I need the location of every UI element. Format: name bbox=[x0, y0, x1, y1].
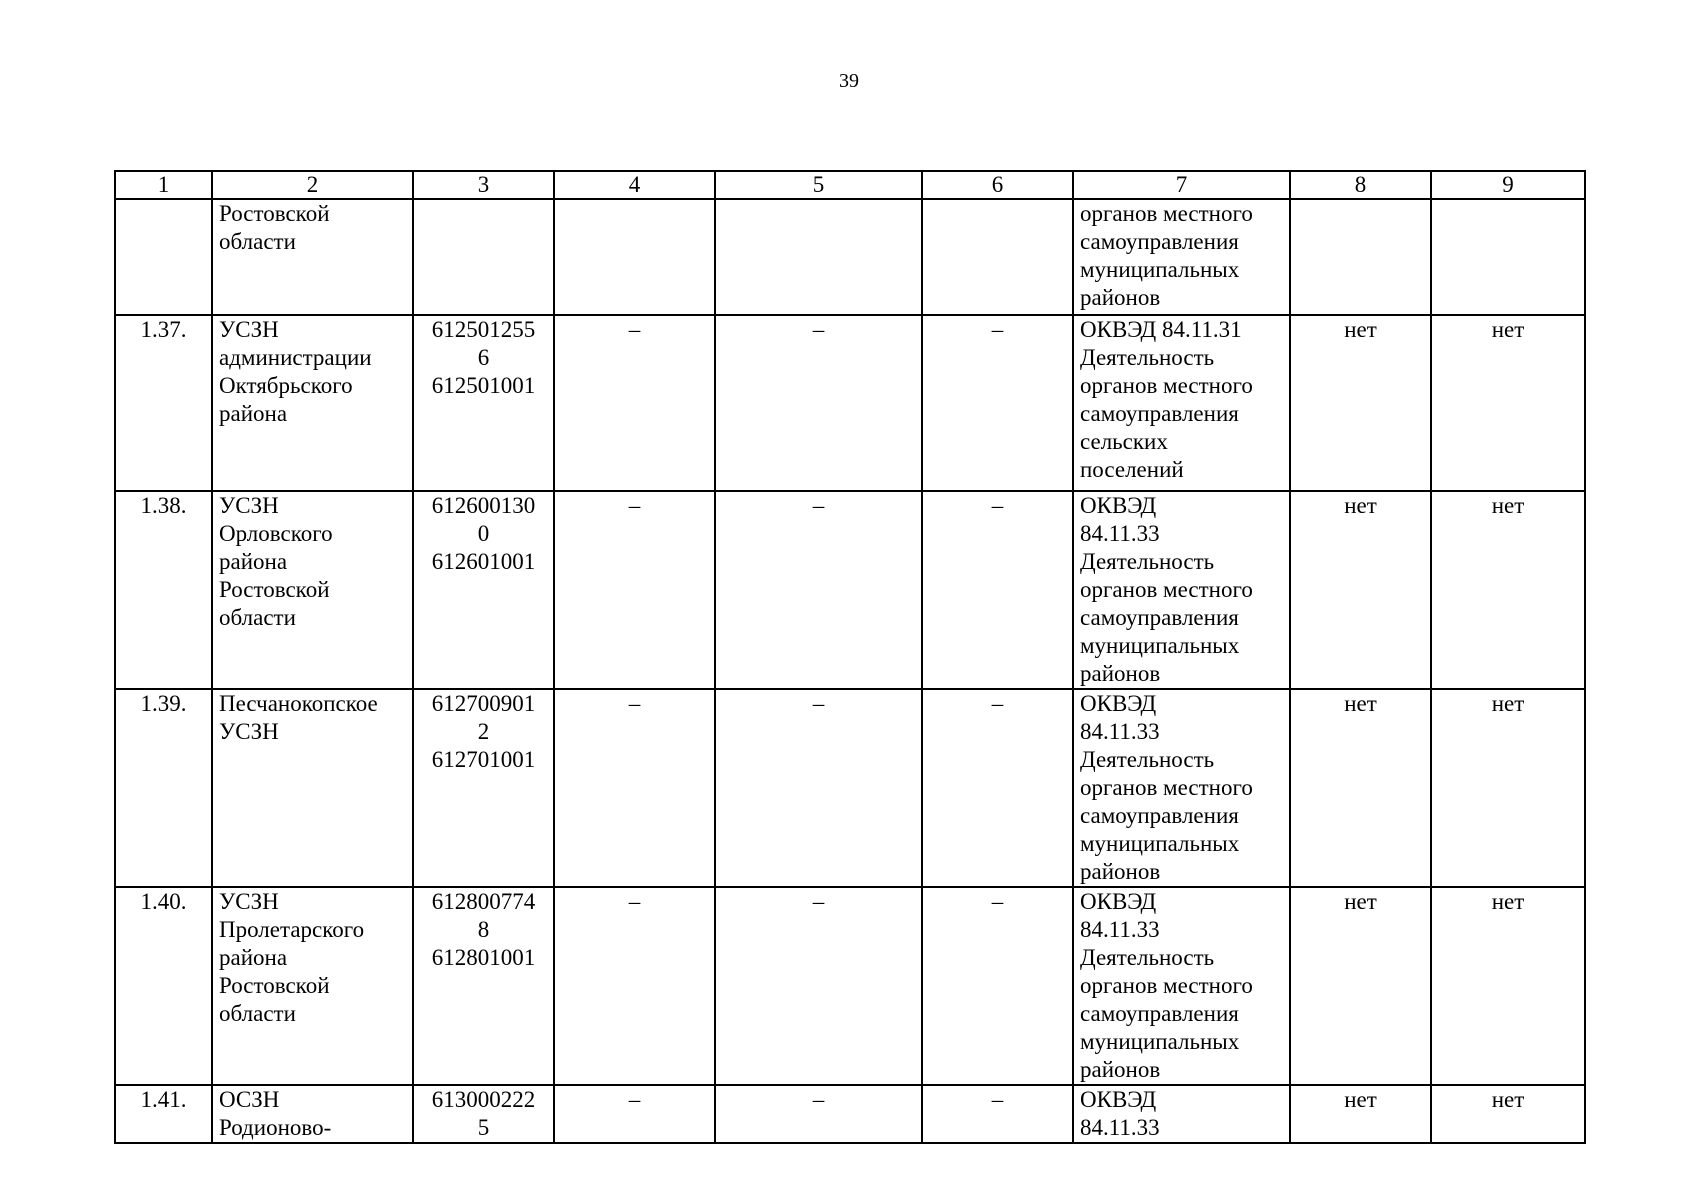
cell-col5: – bbox=[715, 887, 922, 1085]
table-row bbox=[115, 491, 1585, 689]
cell-organization-line: района bbox=[219, 945, 288, 970]
cell-inn-kpp-line: 5 bbox=[477, 1115, 490, 1140]
cell-okved-line: 84.11.33 bbox=[1080, 917, 1160, 942]
cell-number: 1.38. bbox=[115, 491, 212, 689]
cell-organization-line: Родионово- bbox=[219, 1115, 332, 1140]
cell-inn-kpp-line: 612701001 bbox=[431, 747, 536, 772]
cell-inn-kpp-line: 612700901 bbox=[431, 691, 536, 716]
cell-organization-line: Ростовской bbox=[219, 577, 330, 602]
registry-table bbox=[114, 170, 1586, 1144]
cell-okved bbox=[1073, 1085, 1290, 1143]
cell-okved-line: сельских bbox=[1080, 429, 1168, 454]
cell-organization-line: Песчанокопское bbox=[219, 691, 378, 716]
cell-col6: – bbox=[922, 491, 1073, 689]
cell-okved bbox=[1073, 491, 1290, 689]
column-number: 2 bbox=[212, 171, 413, 199]
cell-organization bbox=[212, 199, 413, 315]
cell-col5: – bbox=[715, 689, 922, 887]
cell-col4: – bbox=[554, 887, 715, 1085]
cell-okved-line: муниципальных bbox=[1080, 831, 1240, 856]
cell-inn-kpp bbox=[413, 491, 554, 689]
cell-inn-kpp-line: 0 bbox=[477, 521, 490, 546]
cell-inn-kpp bbox=[413, 199, 554, 315]
cell-col6: – bbox=[922, 1085, 1073, 1143]
cell-inn-kpp-line: 612501255 bbox=[431, 317, 536, 342]
cell-okved-line: самоуправления bbox=[1080, 1001, 1239, 1026]
cell-organization bbox=[212, 315, 413, 491]
cell-inn-kpp bbox=[413, 887, 554, 1085]
cell-col9: нет bbox=[1431, 315, 1585, 491]
cell-col8 bbox=[1290, 199, 1431, 315]
cell-organization-line: Ростовской bbox=[219, 201, 330, 226]
cell-okved-line: ОКВЭД bbox=[1080, 1087, 1157, 1112]
cell-organization-line: Орловского bbox=[219, 521, 333, 546]
cell-inn-kpp-line: 612801001 bbox=[431, 945, 536, 970]
cell-col8: нет bbox=[1290, 491, 1431, 689]
cell-okved-line: Деятельность bbox=[1080, 747, 1215, 772]
cell-inn-kpp-line: 612800774 bbox=[431, 889, 536, 914]
cell-col4 bbox=[554, 199, 715, 315]
cell-inn-kpp-line: 2 bbox=[477, 719, 490, 744]
cell-col9: нет bbox=[1431, 1085, 1585, 1143]
cell-okved-line: ОКВЭД bbox=[1080, 889, 1157, 914]
cell-okved bbox=[1073, 315, 1290, 491]
cell-organization-line: Пролетарского bbox=[219, 917, 365, 942]
cell-okved-line: органов местного bbox=[1080, 973, 1253, 998]
cell-okved-line: районов bbox=[1080, 859, 1161, 884]
cell-organization-line: области bbox=[219, 229, 296, 254]
cell-okved-line: 84.11.33 bbox=[1080, 1115, 1160, 1140]
cell-inn-kpp bbox=[413, 689, 554, 887]
cell-organization bbox=[212, 887, 413, 1085]
table-row bbox=[115, 199, 1585, 315]
cell-okved-line: органов местного bbox=[1080, 577, 1253, 602]
cell-okved-line: районов bbox=[1080, 1057, 1161, 1082]
cell-col5: – bbox=[715, 491, 922, 689]
cell-col6: – bbox=[922, 315, 1073, 491]
column-number: 3 bbox=[413, 171, 554, 199]
cell-okved-line: районов bbox=[1080, 285, 1161, 310]
cell-col4: – bbox=[554, 1085, 715, 1143]
cell-okved-line: органов местного bbox=[1080, 373, 1253, 398]
cell-okved-line: органов местного bbox=[1080, 775, 1253, 800]
cell-col5: – bbox=[715, 315, 922, 491]
cell-okved-line: ОКВЭД bbox=[1080, 493, 1157, 518]
cell-organization-line: области bbox=[219, 605, 296, 630]
cell-col5 bbox=[715, 199, 922, 315]
column-number: 9 bbox=[1431, 171, 1585, 199]
cell-organization-line: области bbox=[219, 1001, 296, 1026]
table-row bbox=[115, 1085, 1585, 1143]
table-row bbox=[115, 887, 1585, 1085]
cell-col9: нет bbox=[1431, 689, 1585, 887]
cell-organization-line: Ростовской bbox=[219, 973, 330, 998]
cell-okved-line: органов местного bbox=[1080, 201, 1253, 226]
cell-okved-line: самоуправления bbox=[1080, 401, 1239, 426]
column-numbers-row bbox=[115, 171, 1585, 199]
cell-number: 1.37. bbox=[115, 315, 212, 491]
cell-okved-line: муниципальных bbox=[1080, 633, 1240, 658]
column-number: 1 bbox=[115, 171, 212, 199]
cell-inn-kpp-line: 6 bbox=[477, 345, 490, 370]
cell-okved-line: самоуправления bbox=[1080, 229, 1239, 254]
cell-organization-line: района bbox=[219, 401, 288, 426]
table-row bbox=[115, 315, 1585, 491]
cell-inn-kpp bbox=[413, 1085, 554, 1143]
cell-col9: нет bbox=[1431, 491, 1585, 689]
cell-col8: нет bbox=[1290, 689, 1431, 887]
cell-inn-kpp-line: 8 bbox=[477, 917, 490, 942]
cell-organization-line: УСЗН bbox=[219, 317, 279, 342]
cell-organization-line: района bbox=[219, 549, 288, 574]
cell-inn-kpp-line: 612600130 bbox=[431, 493, 536, 518]
cell-okved-line: муниципальных bbox=[1080, 257, 1240, 282]
column-number: 8 bbox=[1290, 171, 1431, 199]
cell-organization-line: УСЗН bbox=[219, 493, 279, 518]
cell-okved bbox=[1073, 199, 1290, 315]
table-row bbox=[115, 689, 1585, 887]
cell-okved-line: поселений bbox=[1080, 457, 1184, 482]
cell-number: 1.41. bbox=[115, 1085, 212, 1143]
cell-okved bbox=[1073, 689, 1290, 887]
cell-col4: – bbox=[554, 315, 715, 491]
cell-okved-line: ОКВЭД 84.11.31 bbox=[1080, 317, 1242, 342]
cell-okved-line: 84.11.33 bbox=[1080, 719, 1160, 744]
column-number: 5 bbox=[715, 171, 922, 199]
cell-organization-line: Октябрьского bbox=[219, 373, 353, 398]
cell-number: 1.40. bbox=[115, 887, 212, 1085]
cell-organization bbox=[212, 1085, 413, 1143]
cell-okved-line: Деятельность bbox=[1080, 945, 1215, 970]
cell-inn-kpp-line: 612601001 bbox=[431, 549, 536, 574]
cell-okved-line: Деятельность bbox=[1080, 345, 1215, 370]
cell-organization-line: ОСЗН bbox=[219, 1087, 280, 1112]
column-number: 7 bbox=[1073, 171, 1290, 199]
cell-inn-kpp-line: 613000222 bbox=[431, 1087, 536, 1112]
cell-okved-line: ОКВЭД bbox=[1080, 691, 1157, 716]
cell-col5: – bbox=[715, 1085, 922, 1143]
cell-number bbox=[115, 199, 212, 315]
cell-okved-line: Деятельность bbox=[1080, 549, 1215, 574]
column-number: 4 bbox=[554, 171, 715, 199]
cell-col8: нет bbox=[1290, 887, 1431, 1085]
cell-okved-line: самоуправления bbox=[1080, 803, 1239, 828]
cell-okved-line: муниципальных bbox=[1080, 1029, 1240, 1054]
cell-organization bbox=[212, 689, 413, 887]
cell-col9 bbox=[1431, 199, 1585, 315]
cell-inn-kpp bbox=[413, 315, 554, 491]
page-number: 39 bbox=[839, 70, 859, 92]
cell-okved-line: районов bbox=[1080, 661, 1161, 686]
cell-organization-line: УСЗН bbox=[219, 719, 279, 744]
cell-organization-line: администрации bbox=[219, 345, 372, 370]
cell-col8: нет bbox=[1290, 315, 1431, 491]
cell-col8: нет bbox=[1290, 1085, 1431, 1143]
cell-col4: – bbox=[554, 491, 715, 689]
cell-col6: – bbox=[922, 689, 1073, 887]
cell-col6 bbox=[922, 199, 1073, 315]
cell-col6: – bbox=[922, 887, 1073, 1085]
cell-inn-kpp-line: 612501001 bbox=[431, 373, 536, 398]
cell-number: 1.39. bbox=[115, 689, 212, 887]
cell-col4: – bbox=[554, 689, 715, 887]
cell-okved-line: самоуправления bbox=[1080, 605, 1239, 630]
cell-col9: нет bbox=[1431, 887, 1585, 1085]
cell-okved bbox=[1073, 887, 1290, 1085]
column-number: 6 bbox=[922, 171, 1073, 199]
cell-okved-line: 84.11.33 bbox=[1080, 521, 1160, 546]
cell-organization-line: УСЗН bbox=[219, 889, 279, 914]
cell-organization bbox=[212, 491, 413, 689]
